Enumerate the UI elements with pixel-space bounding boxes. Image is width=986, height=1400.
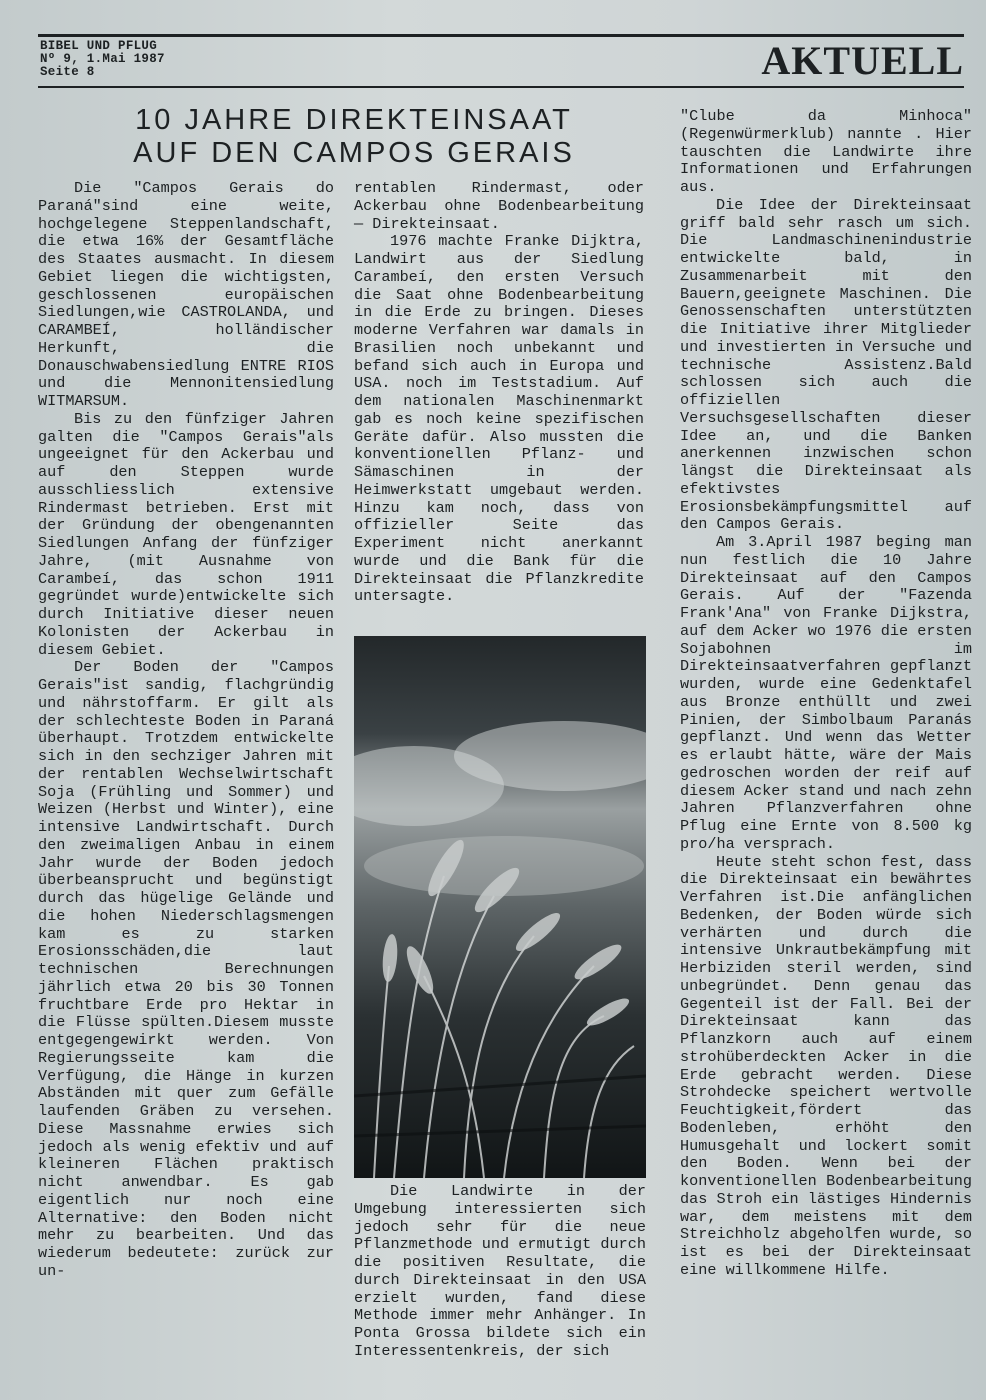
paragraph: rentablen Rindermast, oder Ackerbau ohne Bodenbearbeitung — Direkteinsaat.	[354, 179, 644, 233]
masthead-issue: Nº 9, 1.Mai 1987	[40, 52, 165, 66]
paragraph: Am 3.April 1987 beging man nun festlich die 10 Jahre Direkteinsaat auf den Campos Gerais. Auf der "Fazenda Frank'Ana" von Franke Dijkstra, auf dem Acker wo 1976 die ersten Sojabohnen im Direkteinsaatverfahren gepflanzt wurden, wurde eine Gedenktafel aus Bronze enthüllt und zwei Pinien, der Simbolbaum Paranás gepflanzt. Und wenn das Wetter es erlaubt hätte, wäre der Mais gedroschen worden der reif auf diesem Acker stand und nach zehn Jahren Pflanzverfahren ohne Pflug eine Ernte von 8.500 kg pro/ha versprach.	[680, 533, 972, 853]
article-column-1	[38, 180, 334, 1281]
paragraph: "Clube da Minhoca" (Regenwürmerklub) nannte . Hier tauschten die Landwirte ihre Informationen und Erfahrungen aus.	[680, 107, 972, 196]
headline-line-2: AUF DEN CAMPOS GERAIS	[133, 137, 575, 169]
paragraph: Die "Campos Gerais do Paraná"sind eine weite, hochgelegene Steppenlandschaft, die etwa 16% der Gesamtfläche des Staates ausmacht. In diesem Gebiet liegen die wichtigsten, geschlossenen europäischen Siedlungen,wie CASTROLANDA, und CARAMBEÍ, holländischer Herkunft, die Donauschwabensiedlung ENTRE RIOS und die Mennonitensiedlung WITMARSUM.	[38, 179, 334, 410]
masthead	[40, 40, 340, 79]
article-column-3	[680, 108, 972, 1280]
paragraph: Heute steht schon fest, dass die Direkteinsaat ein bewährtes Verfahren ist.Die anfänglichen Bedenken, der Boden würde sich verhärten und durch die intensive Unkrautbekämpfung mit Herbiziden steril werden, sind unbegründet. Denn genau das Gegenteil ist der Fall. Bei der Direkteinsaat kann das Pflanzkorn auch auf einem strohüberdeckten Acker in die Erde gebracht werden. Diese Strohdecke speichert wertvolle Feuchtigkeit,fördert das Bodenleben, erhöht den Humusgehalt und lockert somit den Boden. Wenn bei der konventionellen Bodenbearbeitung das Stroh ein lästiges Hindernis war, dem meistens mit dem Streichholz abgeholfen wurde, so ist es bei der Direkteinsaat eine willkommene Hilfe.	[680, 852, 972, 1279]
paragraph: Bis zu den fünfziger Jahren galten die "Campos Gerais"als ungeeignet für den Ackerbau und auf den Steppen wurde ausschliesslich extensive Rindermast betrieben. Erst mit der Gründung der obengenannten Siedlungen Anfang der fünfziger Jahre, (mit Ausnahme von Carambeí, das schon 1911 gegründet wurde)entwickelte sich durch Initiative dieser neuen Kolonisten der Ackerbau in diesem Gebiet.	[38, 409, 334, 659]
masthead-publication: BIBEL UND PFLUG	[40, 39, 158, 53]
paragraph: Der Boden der "Campos Gerais"ist sandig, flachgründig und nährstoffarm. Er gilt als der schlechteste Boden in Paraná überhaupt. Trotzdem entwickelte sich in den sechziger Jahren mit der rentablen Wechselwirtschaft Soja (Frühling und Sommer) und Weizen (Herbst und Winter), eine intensive Landwirtschaft. Durch den zweimaligen Anbau in einem Jahr wurde der Boden jedoch überbeansprucht und begünstigt durch das hügelige Gelände und die hohen Niederschlagsmengen kam es zu starken Erosionsschäden,die laut technischen Berechnungen jährlich etwa 20 bis 30 Tonnen fruchtbare Erde pro Hektar in die Flüsse spülten.Diesem musste entgegengewirkt werden. Von Regierungsseite kam die Verfügung, die Hänge in kurzen Abständen mit quer zum Gefälle laufenden Gräben zu versehen. Diese Massnahme erwies sich jedoch als wenig efektiv und auf kleineren Flächen praktisch nicht anwendbar. Es gab eigentlich nur noch eine Alternative: den Boden nicht mehr zu bearbeiten. Und das wiederum bedeutete: zurück zur un-	[38, 658, 334, 1280]
masthead-page: Seite 8	[40, 65, 95, 79]
caption-text: Die Landwirte in der Umgebung interessierten sich jedoch sehr für die neue Pflanzmethode und ermutigt durch die positiven Resultate, die durch Direkteinsaat in den USA erzielt wurden, fand diese Methode immer mehr Anhänger. In Ponta Grossa bildete sich ein Interessentenkreis, der sich	[354, 1182, 646, 1360]
paragraph: Die Idee der Direkteinsaat griff bald sehr rasch um sich. Die Landmaschinenindustrie entwickelte bald, in Zusammenarbeit mit den Bauern,geeignete Maschinen. Die Genossenschaften unterstützten die Initiative ihrer Mitglieder und investierten in Versuche und technische Assistenz.Bald schlossen sich auch die offiziellen Versuchsgesellschaften dieser Idee an, und die Banken anerkennen inzwischen schon längst die Direkteinsaat als efektivstes Erosionsbekämpfungsmittel auf den Campos Gerais.	[680, 195, 972, 534]
photo-caption	[354, 1183, 646, 1361]
header-rule	[38, 86, 964, 88]
article-headline	[40, 104, 668, 170]
top-rule	[38, 34, 964, 37]
headline-line-1: 10 JAHRE DIREKTEINSAAT	[135, 104, 573, 136]
section-title: AKTUELL	[761, 38, 964, 83]
paragraph: 1976 machte Franke Dijktra, Landwirt aus der Siedlung Carambeí, den ersten Versuch die Saat ohne Bodenbearbeitung in die Erde zu bringen. Dieses moderne Verfahren war damals in Brasilien noch unbekannt und befand sich auch in Europa und USA. noch im Teststadium. Auf dem nationalen Maschinenmarkt gab es noch keine spezifischen Geräte dafür. Also mussten die konventionellen Pflanz- und Sämaschinen in der Heimwerkstatt umgebaut werden. Hinzu kam noch, dass von offizieller Seite das Experiment nicht anerkannt wurde und die Bank für die Direkteinsaat die Pflanzkredite untersagte.	[354, 232, 644, 606]
wheat-illustration	[354, 636, 646, 1178]
wheat-photo	[354, 636, 646, 1178]
article-column-2	[354, 180, 644, 606]
